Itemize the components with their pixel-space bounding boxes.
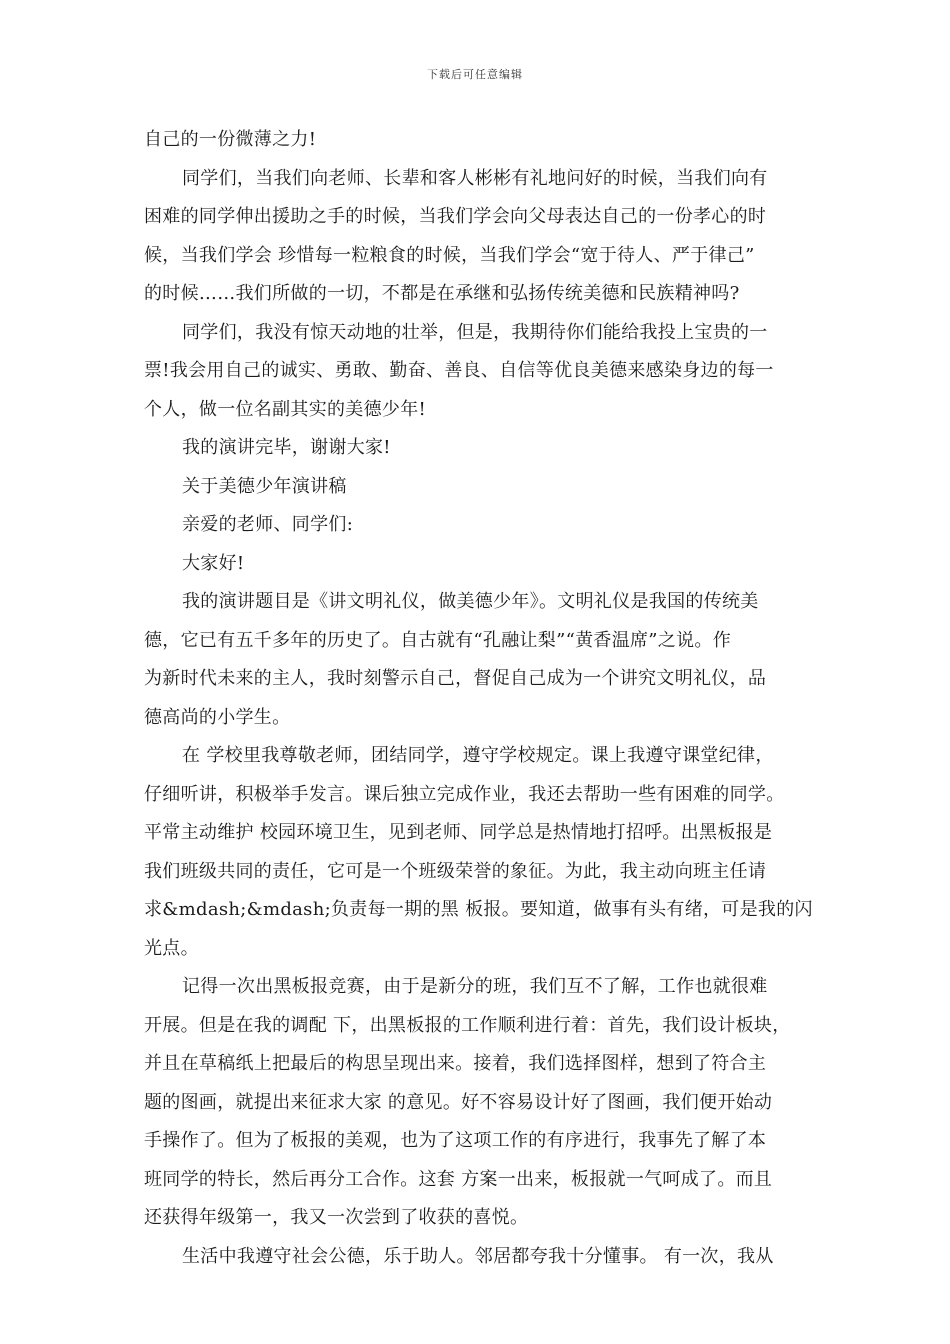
text-line: 自己的一份微薄之力! — [144, 129, 317, 150]
text-line: 光点。 — [144, 937, 199, 959]
text-line: 在 学校里我尊敬老师，团结同学，遵守学校规定。课上我遵守课堂纪律， — [182, 745, 774, 766]
text-line: 仔细听讲，积极举手发言。课后独立完成作业，我还去帮助一些有困难的同学。 — [144, 783, 785, 805]
text-line: 候，当我们学会 珍惜每一粒粮食的时候，当我们学会“宽于待人、严于律己” — [144, 244, 755, 266]
text-line: 德高尚的小学生。 — [144, 706, 291, 728]
text-line: 德，它已有五千多年的历史了。自古就有“孔融让梨”“黄香温席”之说。作 — [144, 629, 732, 651]
text-line: 个人，做一位名副其实的美德少年! — [144, 398, 427, 420]
text-line: 的时候……我们所做的一切，不都是在承继和弘扬传统美德和民族精神吗? — [144, 283, 740, 304]
text-line: 开展。但是在我的调配 下，出黑板报的工作顺利进行着：首先，我们设计板块， — [144, 1014, 791, 1036]
text-line: 困难的同学伸出援助之手的时候，当我们学会向父母表达自己的一份孝心的时 — [144, 206, 767, 227]
text-line: 生活中我遵守社会公德，乐于助人。邻居都夸我十分懂事。 有一次，我从 — [182, 1245, 774, 1267]
text-line: 票!我会用自己的诚实、勇敢、勤奋、善良、自信等优良美德来感染身边的每一 — [144, 360, 774, 381]
page-header: 下载后可任意编辑 — [427, 68, 523, 81]
text-line: 求&mdash;&mdash;负责每一期的黑 板报。要知道，做事有头有绪，可是我的闪 — [144, 899, 813, 920]
text-line: 亲爱的老师、同学们: — [182, 514, 354, 535]
text-line: 班同学的特长，然后再分工合作。这套 方案一出来，板报就一气呵成了。而且 — [144, 1168, 773, 1190]
text-line: 并且在草稿纸上把最后的构思呈现出来。接着，我们选择图样，想到了符合主 — [144, 1053, 767, 1074]
text-line: 还获得年级第一，我又一次尝到了收获的喜悦。 — [144, 1207, 529, 1228]
text-line: 为新时代未来的主人，我时刻警示自己，督促自己成为一个讲究文明礼仪，品 — [144, 668, 767, 689]
text-line: 同学们，我没有惊天动地的壮举，但是，我期待你们能给我投上宝贵的一 — [182, 321, 768, 343]
text-line: 记得一次出黑板报竞赛，由于是新分的班，我们互不了解，工作也就很难 — [182, 976, 768, 997]
text-line: 平常主动维护 校园环境卫生，见到老师、同学总是热情地打招呼。出黑板报是 — [144, 822, 773, 843]
text-line: 同学们，当我们向老师、长辈和客人彬彬有礼地问好的时候，当我们向有 — [182, 167, 768, 189]
text-line: 题的图画，就提出来征求大家 的意见。好不容易设计好了图画，我们便开始动 — [144, 1091, 773, 1113]
text-line: 手操作了。但为了板报的美观，也为了这项工作的有序进行，我事先了解了本 — [144, 1130, 767, 1151]
document-body — [144, 121, 813, 1276]
text-line: 大家好! — [182, 552, 245, 574]
text-line: 我们班级共同的责任，它可是一个班级荣誉的象征。为此，我主动向班主任请 — [144, 860, 767, 882]
text-line: 我的演讲题目是《讲文明礼仪，做美德少年》。文明礼仪是我国的传统美 — [182, 591, 759, 612]
text-line: 我的演讲完毕，谢谢大家! — [182, 437, 391, 458]
text-line: 关于美德少年演讲稿 — [182, 475, 347, 497]
